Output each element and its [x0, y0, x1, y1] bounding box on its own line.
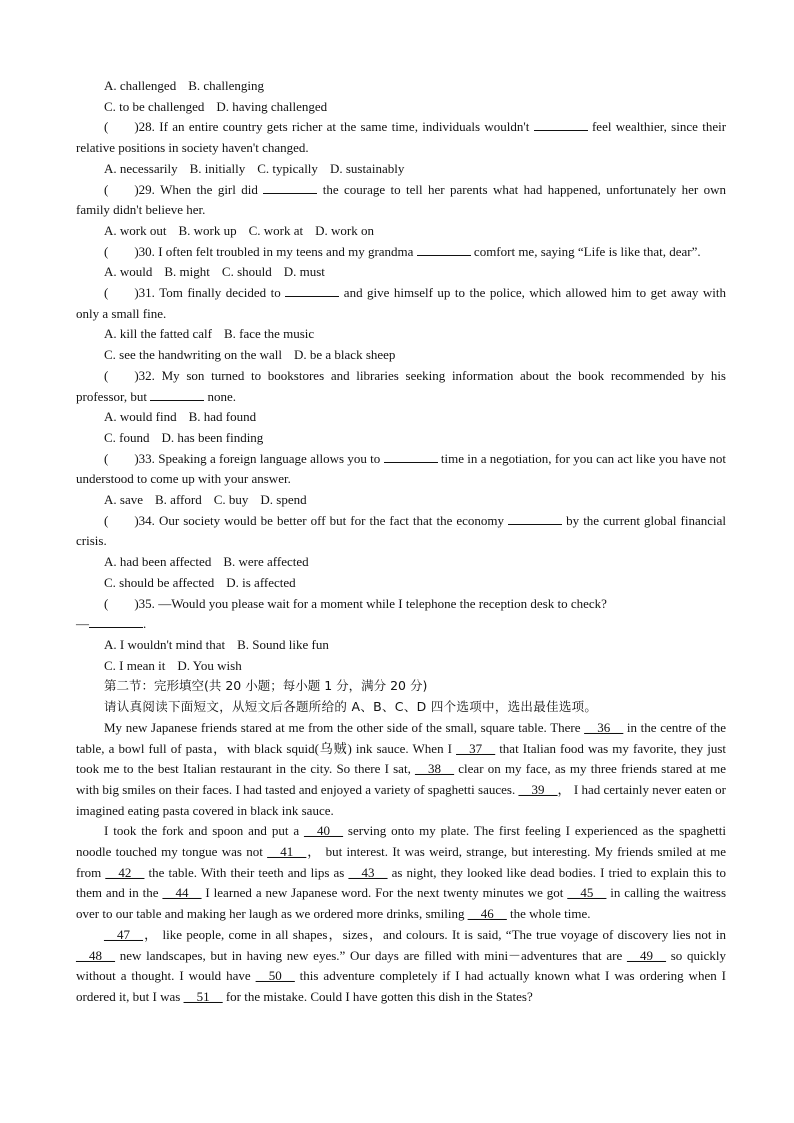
q33-option-c: C. buy	[213, 492, 249, 508]
q27-option-b: B. challenging	[188, 78, 265, 93]
q27-option-a: A. challenged	[104, 78, 177, 93]
passage-text: ， but interest. It was weird, strange, but interesting. My friends smiled at me from	[76, 844, 727, 880]
q29-option-a: A. work out	[104, 222, 167, 238]
passage-text: My new Japanese friends stared at me from the other side of the small, square table. There	[104, 719, 581, 735]
passage-text: that Italian food was my favorite, they just took me to the best Italian restaurant in the city. So there I sat,	[76, 740, 726, 777]
q35-reply-line	[76, 614, 726, 635]
blank-45[interactable]: __45__	[567, 885, 607, 901]
q30-stem-after: comfort me, saying “Life is like that, dear”.	[473, 243, 701, 259]
q34-stem-before: Our society would be better off but for the fact that the economy	[158, 512, 505, 528]
q35-option-d: D. You wish	[177, 657, 242, 673]
passage-text: ， like people, come in all shapes，sizes，and colours. It is said, “The true voyage of discovery lies not in	[143, 926, 726, 942]
passage-paragraph-3	[76, 925, 726, 1008]
q35-option-b: B. Sound like fun	[237, 636, 329, 652]
q29-answer-blank[interactable]	[263, 181, 317, 194]
q29-number: )29.	[134, 181, 155, 197]
q27-option-c: C. to be challenged	[104, 98, 205, 114]
passage-text: so quickly without a thought. I would have	[76, 947, 727, 984]
question-34: ( )34. Our society would be better off but for the fact that the economy by the current global financial crisis.	[76, 512, 726, 549]
passage-text: ， I had certainly never eaten or imagined eating pasta covered in black ink sauce.	[76, 781, 727, 818]
q31-option-a: A. kill the fatted calf	[104, 326, 212, 342]
passage-text: I learned a new Japanese word. For the next twenty minutes we got	[205, 885, 564, 901]
passage-text: for the mistake. Could I have gotten this dish in the States?	[225, 988, 533, 1004]
q28-number: )28.	[134, 119, 155, 135]
blank-46[interactable]: __46__	[467, 906, 507, 922]
q29-options	[76, 221, 726, 242]
q30-answer-blank[interactable]	[417, 243, 471, 256]
q35-option-a: A. I wouldn't mind that	[104, 636, 226, 652]
q29-stem-after: the courage to tell her parents what had happened, unfortunately her own family didn't believe her.	[76, 181, 727, 218]
blank-36[interactable]: __36__	[584, 719, 624, 735]
q31-option-c: C. see the handwriting on the wall	[104, 347, 282, 363]
blank-39[interactable]: __39__	[518, 781, 558, 797]
q32-answer-blank[interactable]	[150, 388, 204, 401]
blank-44[interactable]: __44__	[162, 885, 202, 901]
q28-option-c: C. typically	[257, 160, 318, 176]
passage-text: the table. With their teeth and lips as	[148, 864, 345, 880]
question-31: ( )31. Tom finally decided to and give himself up to the police, which allowed him to get away with only a small fine.	[76, 285, 727, 321]
section-title: 第二节：完形填空(共 20 小题；每小题 1 分，满分 20 分)	[104, 678, 428, 694]
q27-options-row1	[76, 76, 726, 97]
q31-options-row2	[76, 345, 726, 366]
q28-stem-after: feel wealthier, since their relative positions in society haven't changed.	[76, 119, 727, 156]
q32-option-a: A. would find	[104, 409, 177, 425]
q34-options-row1	[76, 552, 726, 573]
passage-paragraph-1	[76, 718, 726, 822]
q29-option-c: C. work at	[248, 222, 304, 238]
passage-text: this adventure completely if I had actually known what I was ordering when I ordered it, but I was	[76, 968, 727, 1004]
q32-option-b: B. had found	[188, 409, 257, 425]
q35-reply-dash: —	[76, 616, 89, 632]
q34-number: )34.	[134, 512, 155, 528]
q34-answer-blank[interactable]	[508, 512, 562, 525]
question-29: ( )29. When the girl did the courage to tell her parents what had happened, unfortunately her own family didn't believe her.	[76, 181, 727, 218]
q29-option-d: D. work on	[315, 222, 374, 238]
q33-number: )33.	[134, 450, 155, 466]
q30-option-d: D. must	[283, 264, 325, 280]
q35-reply-period: .	[143, 616, 147, 632]
q32-options-row1	[76, 407, 726, 428]
question-32: ( )32. My son turned to bookstores and libraries seeking information about the book recommended by his professor, but none.	[76, 367, 726, 404]
q33-option-d: D. spend	[260, 492, 307, 508]
q32-number: )32.	[134, 367, 155, 383]
q34-option-d: D. is affected	[226, 574, 296, 590]
question-30: ( )30. I often felt troubled in my teens and my grandma comfort me, saying “Life is like that, dear”.	[104, 243, 701, 259]
q28-option-b: B. initially	[189, 160, 246, 176]
passage-text: serving onto my plate. The first feeling I experienced as the spaghetti noodle touched my tongue was not	[76, 823, 727, 860]
q30-stem-before: I often felt troubled in my teens and my grandma	[158, 243, 414, 259]
q34-option-b: B. were affected	[223, 554, 309, 570]
question-33: ( )33. Speaking a foreign language allows you to time in a negotiation, for you can act like you have not understood to come up with your answer.	[76, 450, 726, 487]
q34-stem-after: by the current global financial crisis.	[76, 512, 726, 549]
q32-stem-after: none.	[207, 388, 236, 404]
blank-43[interactable]: __43__	[348, 864, 388, 880]
blank-49[interactable]: __49__	[626, 947, 666, 963]
q29-stem-before: When the girl did	[160, 181, 258, 197]
q33-stem-before: Speaking a foreign language allows you to	[158, 450, 381, 466]
q30-option-c: C. should	[221, 264, 272, 280]
q31-options-row1	[76, 324, 726, 345]
q33-answer-blank[interactable]	[384, 450, 438, 463]
q32-options-row2	[76, 428, 726, 449]
q28-option-d: D. sustainably	[329, 160, 405, 176]
q32-stem-before: My son turned to bookstores and libraries seeking information about the book recommended by his professor, but	[76, 367, 726, 404]
question-35: ( )35. —Would you please wait for a moment while I telephone the reception desk to check?	[104, 595, 607, 611]
passage-text: the whole time.	[509, 906, 591, 922]
q30-option-a: A. would	[104, 264, 153, 280]
q28-options	[76, 159, 726, 180]
q33-stem-after: time in a negotiation, for you can act like you have not understood to come up with your answer.	[76, 450, 726, 487]
q31-stem-after: and give himself up to the police, which allowed him to get away with only a small fine.	[76, 285, 727, 321]
q32-option-d: D. has been finding	[161, 429, 264, 445]
q35-options-row1	[76, 635, 726, 656]
passage-paragraph-2	[76, 821, 726, 925]
q31-stem-before: Tom finally decided to	[159, 285, 281, 301]
q35-answer-blank[interactable]	[89, 615, 143, 628]
q32-option-c: C. found	[104, 429, 150, 445]
exam-page	[76, 76, 726, 1008]
q35-stem: —Would you please wait for a moment while I telephone the reception desk to check?	[158, 595, 607, 611]
q29-option-b: B. work up	[178, 222, 237, 238]
blank-51[interactable]: __51__	[183, 988, 223, 1004]
q28-stem-before: If an entire country gets richer at the same time, individuals wouldn't	[159, 119, 530, 135]
q30-number: )30.	[134, 243, 155, 259]
q31-number: )31.	[134, 285, 155, 301]
q35-number: )35.	[134, 595, 155, 611]
q27-options-row2	[76, 97, 726, 118]
blank-42[interactable]: __42__	[105, 864, 145, 880]
q33-option-b: B. afford	[155, 492, 202, 508]
blank-47[interactable]: __47__	[104, 926, 143, 942]
q28-option-a: A. necessarily	[104, 160, 178, 176]
passage-text: clear on my face, as my three friends stared at me with big smiles on their faces. I had tasted and enjoyed a variety of spaghetti sauces.	[76, 761, 727, 797]
blank-48[interactable]: __48__	[76, 947, 115, 963]
blank-38[interactable]: __38__	[415, 761, 455, 777]
q27-option-d: D. having challenged	[216, 98, 328, 114]
q34-options-row2	[76, 573, 726, 594]
q35-options-row2	[76, 656, 726, 677]
blank-41[interactable]: __41__	[267, 844, 307, 860]
blank-40[interactable]: __40__	[304, 823, 344, 839]
blank-50[interactable]: __50__	[255, 968, 295, 984]
q31-option-d: D. be a black sheep	[294, 347, 396, 363]
q31-answer-blank[interactable]	[285, 284, 339, 297]
passage-text: new landscapes, but in having new eyes.” Our days are filled with mini－adventures that are	[119, 947, 623, 963]
blank-37[interactable]: __37__	[456, 740, 496, 756]
passage-text: in calling the waitress over to our table and making her laugh as we ordered more drinks, smiling	[76, 885, 727, 922]
question-28: ( )28. If an entire country gets richer at the same time, individuals wouldn't feel wealthier, since their relative positions in society haven't changed.	[76, 119, 727, 156]
q33-option-a: A. save	[104, 492, 143, 508]
q30-option-b: B. might	[164, 264, 210, 280]
passage-text: I took the fork and spoon and put a	[104, 823, 300, 839]
q34-option-a: A. had been affected	[104, 554, 212, 570]
section-instruction: 请认真阅读下面短文，从短文后各题所给的 A、B、C、D 四个选项中，选出最佳选项。	[104, 699, 598, 715]
q30-options	[76, 262, 726, 283]
q28-answer-blank[interactable]	[534, 118, 588, 131]
passage-text: in the centre of the table, a bowl full of pasta，with black squid(乌贼) ink sauce. When I	[76, 719, 726, 756]
q35-option-c: C. I mean it	[104, 657, 166, 673]
q31-option-b: B. face the music	[223, 326, 315, 342]
passage-text: as night, they looked like dead bodies. I tried to explain this to them and in the	[76, 864, 727, 901]
q33-options	[76, 490, 726, 511]
q34-option-c: C. should be affected	[104, 574, 215, 590]
